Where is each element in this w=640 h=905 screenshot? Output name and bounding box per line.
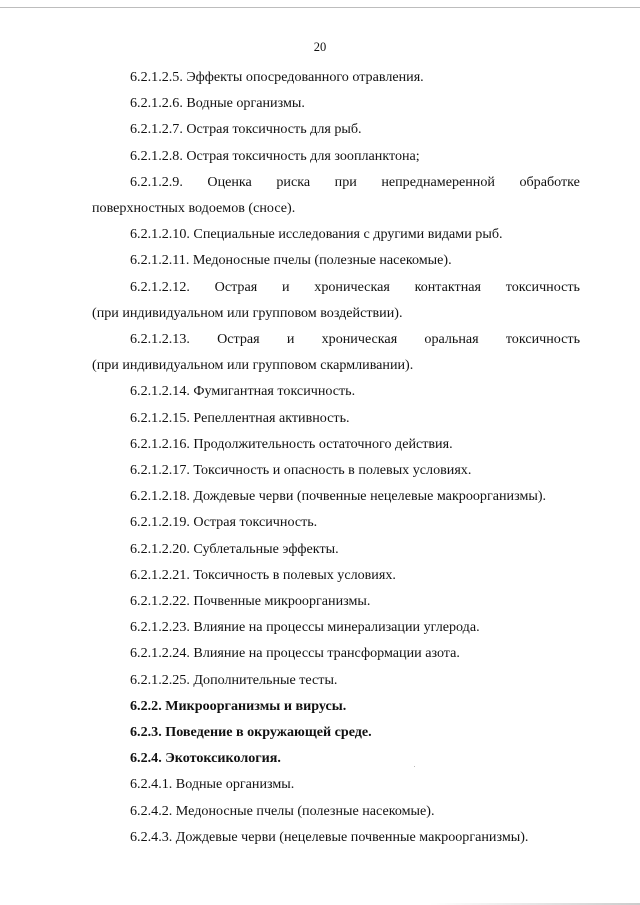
item-number: 6.2.1.2.9. [130, 173, 183, 190]
oral-toxicity-item [92, 326, 580, 352]
list-item: 6.2.1.2.6. Водные организмы. [130, 95, 305, 112]
list-item: 6.2.1.2.10. Специальные исследования с другими видами рыб. [130, 226, 503, 243]
list-item: 6.2.4.1. Водные организмы. [130, 776, 295, 793]
risk-assessment-continuation: поверхностных водоемов (сносе). [92, 200, 296, 217]
list-item: 6.2.1.2.24. Влияние на процессы трансформации азота. [130, 645, 460, 662]
list-item: 6.2.1.2.20. Сублетальные эффекты. [130, 540, 339, 557]
item-word: Острая [214, 278, 258, 295]
list-item: 6.2.1.2.21. Токсичность в полевых условиях. [130, 566, 396, 583]
section-heading: 6.2.3. Поведение в окружающей среде. [130, 724, 372, 741]
section-list [92, 64, 580, 850]
page-number: 20 [313, 40, 327, 54]
list-item: 6.2.1.2.25. Дополнительные тесты. [130, 671, 338, 688]
list-item: 6.2.1.2.23. Влияние на процессы минерализации углерода. [130, 619, 480, 636]
item-word: обработке [519, 173, 580, 190]
contact-toxicity-continuation: (при индивидуальном или групповом воздействии). [92, 304, 403, 321]
list-item: 6.2.1.2.18. Дождевые черви (почвенные нецелевые макроорганизмы). [130, 488, 547, 505]
item-word: контактная [414, 278, 481, 295]
item-word: непреднамеренной [381, 173, 495, 190]
list-item: 6.2.1.2.22. Почвенные микроорганизмы. [130, 593, 371, 610]
list-item: 6.2.1.2.11. Медоносные пчелы (полезные насекомые). [130, 252, 452, 269]
item-word: Оценка [207, 173, 252, 190]
list-item: 6.2.1.2.5. Эффекты опосредованного отравления. [130, 69, 424, 85]
item-word: токсичность [505, 331, 580, 348]
list-item: 6.2.4.3. Дождевые черви (нецелевые почвенные макроорганизмы). [130, 828, 529, 845]
list-item: 6.2.1.2.14. Фумигантная токсичность. [130, 383, 356, 400]
item-word: токсичность [505, 278, 580, 295]
contact-toxicity-item [92, 274, 580, 300]
list-item: 6.2.1.2.16. Продолжительность остаточного действия. [130, 435, 453, 452]
list-item: 6.2.1.2.7. Острая токсичность для рыб. [130, 121, 362, 138]
scan-top-edge [0, 7, 640, 8]
list-item: 6.2.1.2.8. Острая токсичность для зоопланктона; [130, 147, 420, 164]
list-item: 6.2.1.2.15. Репеллентная активность. [130, 409, 350, 426]
section-heading: 6.2.2. Микроорганизмы и вирусы. [130, 697, 347, 714]
oral-toxicity-continuation: (при индивидуальном или групповом скармливании). [92, 357, 414, 374]
item-word: хроническая [314, 278, 390, 295]
scan-speck [414, 766, 415, 767]
item-word: и [281, 278, 290, 295]
item-word: хроническая [321, 331, 398, 348]
risk-assessment-item [92, 169, 580, 195]
section-heading: 6.2.4. Экотоксикология. [130, 750, 281, 767]
list-item: 6.2.1.2.17. Токсичность и опасность в полевых условиях. [130, 462, 472, 479]
item-word: риска [276, 173, 311, 190]
list-item: 6.2.4.2. Медоносные пчелы (полезные насекомые). [130, 802, 435, 819]
list-item: 6.2.1.2.19. Острая токсичность. [130, 514, 318, 531]
item-word: при [334, 173, 357, 190]
item-word: Острая [217, 331, 260, 348]
item-word: и [286, 331, 295, 348]
item-word: оральная [424, 331, 479, 348]
item-number: 6.2.1.2.13. [130, 331, 190, 348]
item-number: 6.2.1.2.12. [130, 278, 190, 295]
